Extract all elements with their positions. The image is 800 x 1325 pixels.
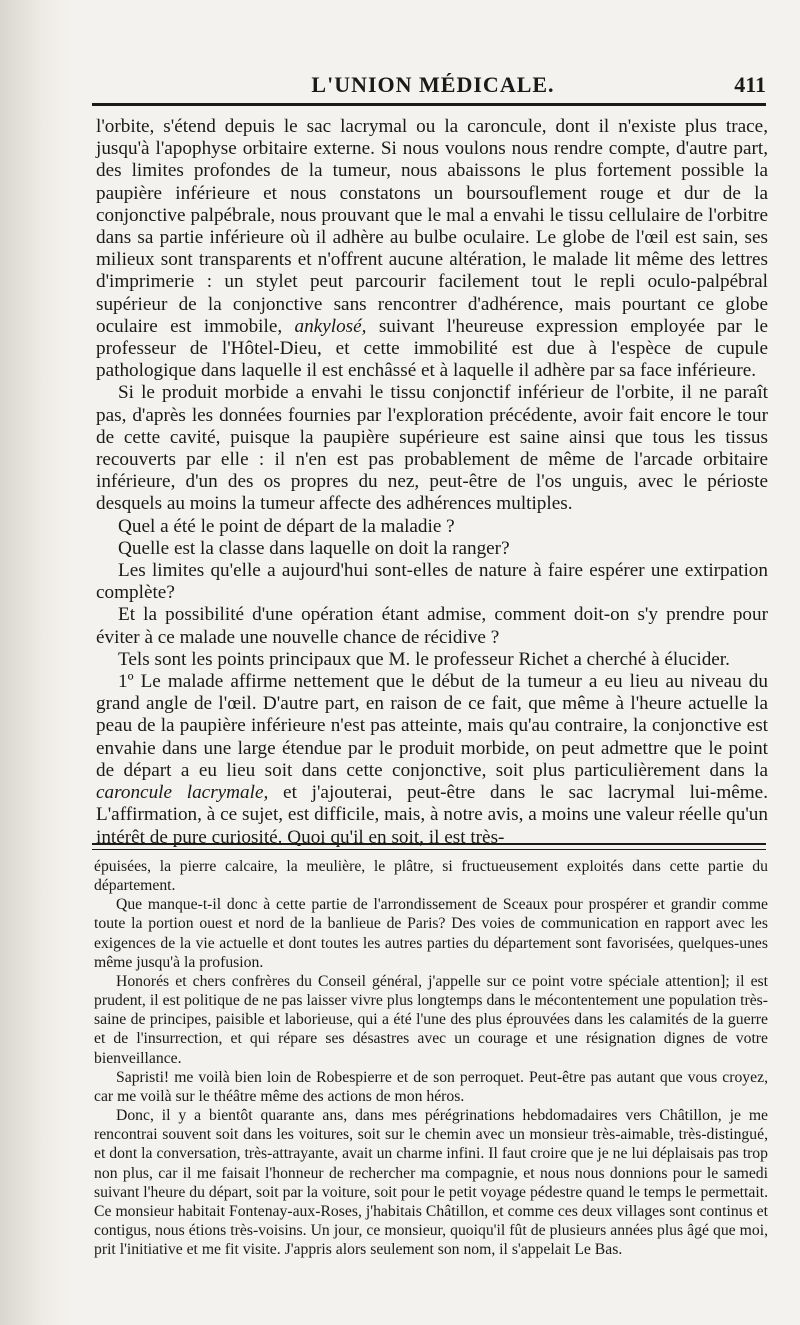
paragraph-text: suivant l'heureuse expression employée par le professeur de l'Hôtel-Dieu, et cette immobilité est due à l'espèce de cupule pathologique dans laquelle il est enchâssé et à laquelle il adhère par sa face inférieure. xyxy=(96,315,769,382)
article-body xyxy=(96,116,768,849)
header-rule xyxy=(92,103,766,106)
paragraph xyxy=(96,116,768,382)
question: Les limites qu'elle a aujourd'hui sont-elles de nature à faire espérer une extirpation complète? xyxy=(96,560,768,604)
paragraph: Si le produit morbide a envahi le tissu conjonctif inférieur de l'orbite, il ne paraît pas, d'après les données fournies par l'exploration précédente, avoir fait encore le tour de cette cavité, puisque la paupière supérieure est saine ainsi que tous les tissus recouverts par elle : il n'en est pas probablement de même de l'arcade orbitaire inférieure, d'un des os propres du nez, peut-être de l'os unguis, avec le périoste desquels au moins la tumeur affecte des adhérences multiples. xyxy=(96,382,768,515)
paragraph: Tels sont les points principaux que M. le professeur Richet a cherché à élucider. xyxy=(118,648,730,670)
running-head xyxy=(100,66,766,100)
italic-term: caroncule lacrymale, xyxy=(96,782,269,804)
feuilleton-paragraph: Que manque-t-il donc à cette partie de l'arrondissement de Sceaux pour prospérer et grandir comme toute la portion ouest et nord de la banlieue de Paris? Des voies de communication en rapport avec les exigences de la vie actuelle et dont toutes les autres parties du département sont favorisées, quelques-unes même jusqu'à la profusion. xyxy=(94,896,768,971)
feuilleton-paragraph: Donc, il y a bientôt quarante ans, dans mes pérégrinations hebdomadaires vers Châtillon, je me rencontrai souvent soit dans les voitures, soit sur le chemin avec un monsieur très-aimable, très-distingué, et dont la conversation, très-attrayante, avait un charme infini. Il faut croire que je ne lui déplaisais pas trop non plus, car il me faisait l'honneur de rechercher ma compagnie, et nous nous donnions pour le samedi suivant l'heure du départ, soit par la voiture, soit pour le petit voyage pédestre quand le temps le permettait. Ce monsieur habitait Fontenay-aux-Roses, j'habitais Châtillon, et comme ces deux villages sont continus et contigus, nous étions très-voisins. Un jour, ce monsieur, quoiqu'il fût de plusieurs années plus âgé que moi, prit l'initiative et me fit visite. J'appris alors seulement son nom, il s'appelait Le Bas. xyxy=(94,1107,768,1259)
paragraph-text: et j'ajouterai, peut-être dans le sac lacrymal lui-même. L'affirmation, à ce sujet, est difficile, mais, à notre avis, a moins une valeur réelle qu'un intérêt de pure curiosité. Quoi qu'il en soit, il est très- xyxy=(96,782,768,848)
question: Et la possibilité d'une opération étant admise, comment doit-on s'y prendre pour éviter à ce malade une nouvelle chance de récidive ? xyxy=(96,604,768,648)
italic-term: ankylosé, xyxy=(294,315,367,337)
feuilleton-body xyxy=(94,857,768,1259)
page-number: 411 xyxy=(734,72,766,97)
feuilleton-paragraph: Honorés et chers confrères du Conseil général, j'appelle sur ce point votre spéciale attention]; il est prudent, il est politique de ne pas laisser vivre plus longtemps dans le mécontentement une population très-saine de principes, paisible et laborieuse, qui a été l'une des plus éprouvées dans les calamités de la guerre et de l'insurrection, et qui répare ses désastres avec un courage et une résignation dignes de votre bienveillance. xyxy=(94,972,768,1067)
binding-shadow xyxy=(0,0,70,1325)
question: Quelle est la classe dans laquelle on doit la ranger? xyxy=(118,537,510,559)
feuilleton-paragraph: Sapristi! me voilà bien loin de Robespierre et de son perroquet. Peut-être pas autant que vous croyez, car me voilà sur le théâtre même des actions de mon héros. xyxy=(94,1068,768,1105)
paragraph-text: 1º Le malade affirme nettement que le début de la tumeur a eu lieu au niveau du grand angle de l'œil. D'autre part, en raison de ce fait, que même à l'heure actuelle la peau de la paupière inférieure n'est pas atteinte, mais qu'au contraire, la conjonctive est envahie dans une large étendue par le produit morbide, on peut admettre que le point de départ a eu lieu soit dans cette conjonctive, soit plus particulièrement dans la xyxy=(96,671,768,781)
feuilleton-rule xyxy=(92,843,766,845)
question: Quel a été le point de départ de la maladie ? xyxy=(118,515,455,537)
paragraph xyxy=(96,671,768,849)
feuilleton-paragraph: épuisées, la pierre calcaire, la meulière, le plâtre, si fructueusement exploités dans cette partie du département. xyxy=(94,858,768,895)
feuilleton-rule xyxy=(92,849,766,850)
journal-title: L'UNION MÉDICALE. xyxy=(311,72,555,97)
paragraph-text: l'orbite, s'étend depuis le sac lacrymal ou la caroncule, dont il n'existe plus trace, jusqu'à l'apophyse orbitaire externe. Si nous voulons nous rendre compte, d'autre part, des limites profondes de la tumeur, nous abaissons le plus fortement possible la paupière inférieure et nous constatons un boursouflement rouge et dur de la conjonctive palpébrale, nous prouvant que le mal a envahi le tissu cellulaire de l'orbitre dans sa partie inférieure où il adhère au bulbe oculaire. Le globe de l'œil est sain, ses milieux sont transparents et n'offrent aucune altération, le malade lit même des lettres d'imprimerie : un stylet peut parcourir facilement tout le repli oculo-palpébral supérieur de la conjonctive sans rencontrer d'adhérence, mais pourtant ce globe oculaire est immobile, xyxy=(96,116,768,337)
